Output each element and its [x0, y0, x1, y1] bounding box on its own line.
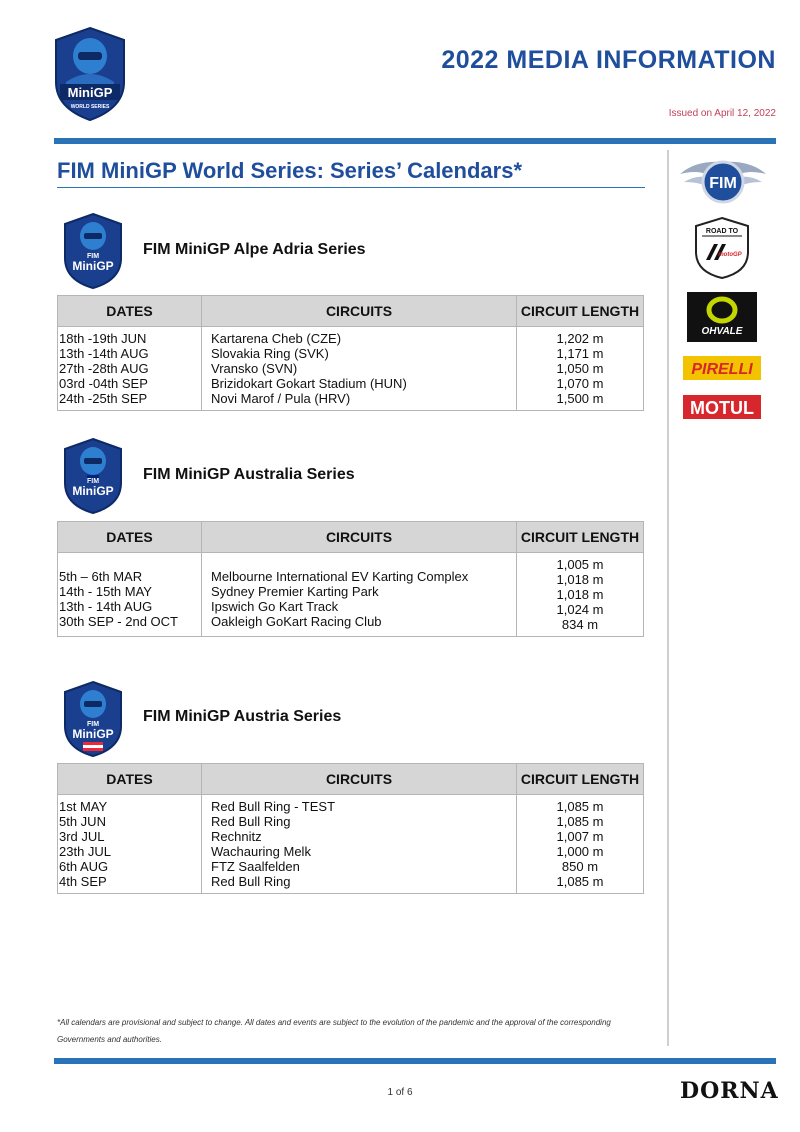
road-to-motogp-logo [692, 216, 752, 280]
col-header-circuits: CIRCUITS [202, 522, 517, 553]
circuits-cell: Kartarena Cheb (CZE) Slovakia Ring (SVK) Vransko (SVN) Brizidokart Gokart Stadium (HUN) Novi Marof / Pula (HRV) [202, 327, 517, 411]
title-underline [57, 187, 645, 188]
fim-logo [676, 156, 770, 208]
calendar-table-alpe-adria [57, 295, 644, 411]
length-cell: 1,202 m 1,171 m 1,050 m 1,070 m 1,500 m [517, 327, 644, 411]
calendar-table-australia [57, 521, 644, 637]
footer-rule [54, 1058, 776, 1064]
circuits-cell: Melbourne International EV Karting Complex Sydney Premier Karting Park Ipswich Go Kart Track Oakleigh GoKart Racing Club [202, 553, 517, 637]
page-title: FIM MiniGP World Series: Series’ Calendars* [57, 158, 523, 183]
header-rule [54, 138, 776, 144]
svg-text:MOTUL: MOTUL [690, 398, 754, 418]
col-header-length: CIRCUIT LENGTH [517, 764, 644, 795]
svg-text:OHVALE: OHVALE [701, 326, 743, 337]
col-header-dates: DATES [58, 296, 202, 327]
austria-series-logo [61, 680, 125, 758]
dates-cell: 18th -19th JUN 13th -14th AUG 27th -28th AUG 03rd -04th SEP 24th -25th SEP [58, 327, 202, 411]
col-header-length: CIRCUIT LENGTH [517, 296, 644, 327]
col-header-dates: DATES [58, 764, 202, 795]
motul-logo [683, 395, 761, 419]
document-title: 2022 MEDIA INFORMATION [441, 46, 776, 74]
series-title-austria: FIM MiniGP Austria Series [143, 708, 342, 725]
circuits-cell: Red Bull Ring - TEST Red Bull Ring Rechnitz Wachauring Melk FTZ Saalfelden Red Bull Ring [202, 795, 517, 894]
svg-text:ROAD TO: ROAD TO [705, 228, 739, 235]
col-header-circuits: CIRCUITS [202, 764, 517, 795]
svg-text:MiniGP: MiniGP [72, 484, 114, 498]
calendar-table-austria [57, 763, 644, 894]
length-cell: 1,085 m 1,085 m 1,007 m 1,000 m 850 m 1,085 m [517, 795, 644, 894]
svg-text:WORLD SERIES: WORLD SERIES [70, 104, 110, 110]
footnote: *All calendars are provisional and subject to change. All dates and events are subject to the evolution of the pandemic and the approval of the corresponding Governments and authorities. [57, 1018, 611, 1044]
dates-cell: 5th – 6th MAR 14th - 15th MAY 13th - 14th AUG 30th SEP - 2nd OCT [58, 553, 202, 637]
minigp-world-series-logo [52, 26, 128, 122]
australia-series-logo [61, 437, 125, 515]
svg-text:FIM: FIM [86, 253, 100, 260]
table-row [58, 795, 644, 894]
table-row [58, 327, 644, 411]
page-number: 1 of 6 [387, 1087, 413, 1098]
svg-text:FIM: FIM [86, 721, 100, 728]
svg-text:PIRELLI: PIRELLI [691, 361, 753, 378]
series-title-australia: FIM MiniGP Australia Series [143, 466, 355, 483]
sidebar-divider [667, 150, 669, 1046]
dorna-logo: DORNA [680, 1078, 779, 1104]
col-header-dates: DATES [58, 522, 202, 553]
ohvale-logo [687, 292, 757, 342]
svg-text:MiniGP: MiniGP [72, 727, 114, 741]
svg-text:motoGP: motoGP [718, 252, 742, 258]
col-header-length: CIRCUIT LENGTH [517, 522, 644, 553]
svg-text:FIM: FIM [709, 175, 737, 192]
col-header-circuits: CIRCUITS [202, 296, 517, 327]
alpe-adria-series-logo [61, 212, 125, 290]
dates-cell: 1st MAY 5th JUN 3rd JUL 23th JUL 6th AUG 4th SEP [58, 795, 202, 894]
table-row [58, 553, 644, 637]
svg-text:MiniGP: MiniGP [67, 85, 113, 100]
issued-date: Issued on April 12, 2022 [668, 108, 776, 119]
svg-text:MiniGP: MiniGP [72, 259, 114, 273]
pirelli-logo [683, 356, 761, 380]
length-cell: 1,005 m 1,018 m 1,018 m 1,024 m 834 m [517, 553, 644, 637]
series-title-alpe-adria: FIM MiniGP Alpe Adria Series [143, 241, 366, 258]
svg-text:FIM: FIM [86, 478, 100, 485]
